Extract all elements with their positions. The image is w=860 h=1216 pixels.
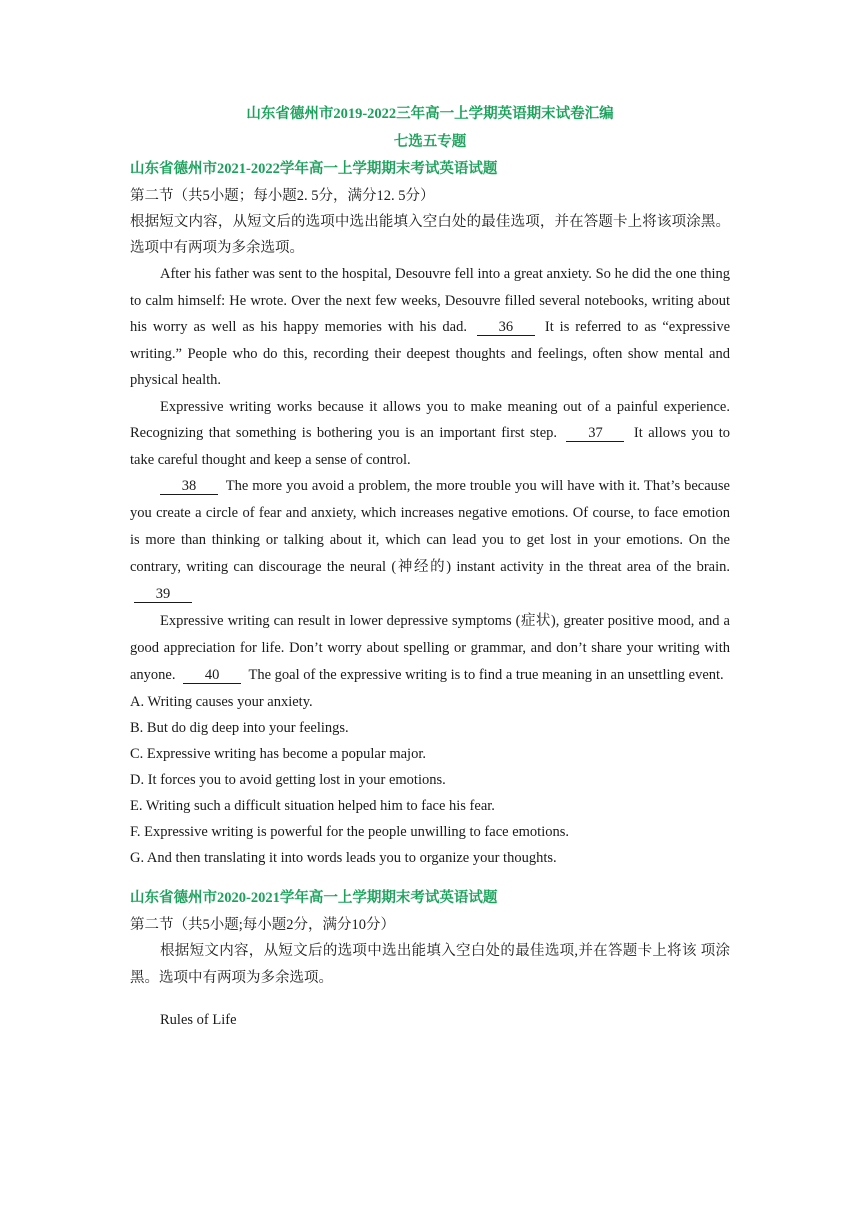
passage-paragraph-4 (130, 608, 730, 689)
document-subtitle: 七选五专题 (393, 134, 467, 150)
section2-part: 第二节（共5小题;每小题2分，满分10分） (130, 917, 396, 933)
section2-instruction: 根据短文内容，从短文后的选项中选出能填入空白处的最佳选项,并在答题卡上将该 项涂黑。选项中有两项为多余选项。 (130, 943, 730, 986)
paragraph-text: It allows you to take careful thought and keep a sense of control. (130, 425, 731, 468)
section-spacer (130, 871, 730, 885)
blank-38: 38 (160, 479, 218, 495)
passage-paragraph-1 (130, 261, 730, 394)
option-a: A. Writing causes your anxiety. (130, 694, 313, 710)
passage-paragraph-2 (130, 394, 730, 474)
option-d: D. It forces you to avoid getting lost in your emotions. (130, 772, 446, 788)
blank-37: 37 (566, 426, 624, 442)
paragraph-text: After his father was sent to the hospital, Desouvre fell into a great anxiety. So he did the one thing to calm himself: He wrote. Over the next few weeks, Desouvre filled several notebooks, writing about his worry as well as his happy memories with his dad. (130, 266, 730, 335)
document-title: 山东省德州市2019-2022三年高一上学期英语期末试卷汇编 (246, 106, 614, 122)
passage-paragraph-3 (130, 473, 730, 608)
option-g: G. And then translating it into words leads you to organize your thoughts. (130, 850, 557, 866)
passage-title: Rules of Life (160, 1012, 237, 1028)
section1-part: 第二节（共5小题；每小题2. 5分，满分12. 5分） (130, 188, 435, 204)
option-f: F. Expressive writing is powerful for the people unwilling to face emotions. (130, 824, 569, 840)
document-page (130, 100, 730, 1033)
paragraph-text: Expressive writing can result in lower depressive symptoms (症状), greater positive mood, and a good appreciation for life. Don’t worry about spelling or grammar, and don’t share your writing with anyone. (130, 613, 730, 683)
section1-heading: 山东省德州市2021-2022学年高一上学期期末考试英语试题 (130, 161, 498, 177)
blank-36: 36 (477, 320, 535, 336)
paragraph-text: Expressive writing works because it allows you to make meaning out of a painful experience. Recognizing that something is bothering you is an important first step. (130, 398, 730, 441)
paragraph-text: The more you avoid a problem, the more trouble you will have with it. That’s because you create a circle of fear and anxiety, which increases negative emotions. Of course, to face emotion is more than thinking or talking about it, which can lead you to get lost in your emotions. On the contrary, writing can discourage the neural (神经的) instant activity in the threat area of the brain. (130, 478, 730, 575)
paragraph-text: It is referred to as “expressive writing.” People who do this, recording their deepest thoughts and feelings, often show mental and physical health. (130, 319, 731, 388)
section1-instruction: 根据短文内容，从短文后的选项中选出能填入空白处的最佳选项，并在答题卡上将该项涂黑。选项中有两项为多余选项。 (130, 214, 730, 256)
option-b: B. But do dig deep into your feelings. (130, 720, 349, 736)
option-c: C. Expressive writing has become a popular major. (130, 746, 426, 762)
section2-heading: 山东省德州市2020-2021学年高一上学期期末考试英语试题 (130, 890, 498, 906)
blank-40: 40 (183, 668, 241, 684)
blank-39: 39 (134, 587, 192, 603)
option-e: E. Writing such a difficult situation helped him to face his fear. (130, 798, 495, 814)
paragraph-text: The goal of the expressive writing is to find a true meaning in an unsettling event. (248, 667, 724, 683)
